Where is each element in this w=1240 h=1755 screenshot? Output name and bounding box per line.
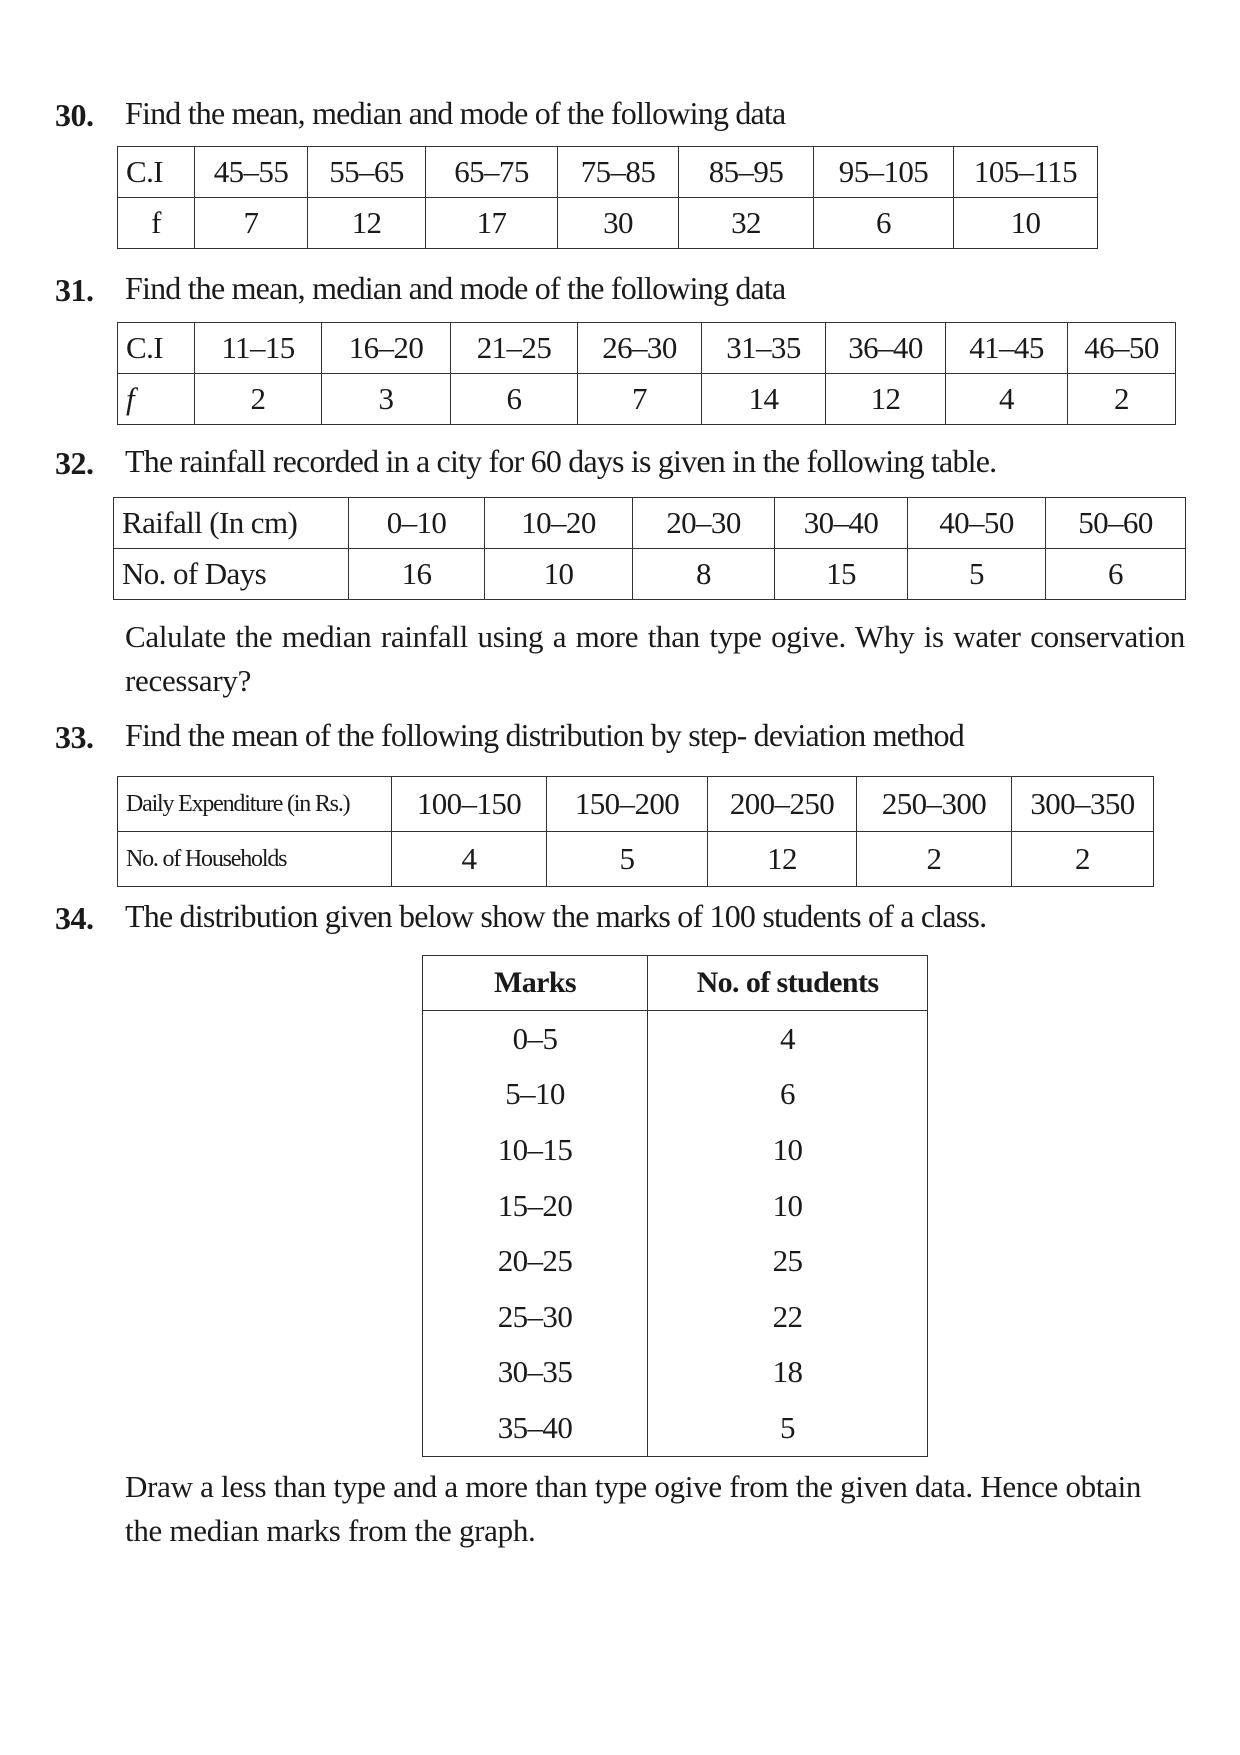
row-label: Daily Expenditure (in Rs.) xyxy=(118,777,392,832)
question-33-table xyxy=(117,776,1154,887)
question-34-table xyxy=(422,955,928,1457)
table-cell: 200–250 xyxy=(708,777,857,832)
table-cell: 40–50 xyxy=(908,498,1046,549)
question-32-number: 32. xyxy=(55,445,94,481)
table-cell: 30 xyxy=(558,198,679,249)
table-cell: 6 xyxy=(451,374,578,425)
table-row xyxy=(118,147,1098,198)
table-cell: 12 xyxy=(308,198,426,249)
table-row xyxy=(423,1233,928,1289)
table-cell: 8 xyxy=(633,549,775,600)
table-cell: 10–15 xyxy=(423,1122,648,1178)
table-cell: 36–40 xyxy=(826,323,946,374)
table-cell: 41–45 xyxy=(946,323,1068,374)
column-header: No. of students xyxy=(648,956,928,1011)
question-32-text: The rainfall recorded in a city for 60 days is given in the following table. xyxy=(125,443,997,479)
table-cell: 75–85 xyxy=(558,147,679,198)
question-31-table xyxy=(117,322,1176,425)
table-cell: 25–30 xyxy=(423,1289,648,1345)
question-34-followup: Draw a less than type and a more than type ogive from the given data. Hence obtain the median marks from the graph. xyxy=(125,1469,1142,1548)
question-30-text: Find the mean, median and mode of the following data xyxy=(125,95,786,131)
table-row xyxy=(118,323,1176,374)
table-cell: 55–65 xyxy=(308,147,426,198)
row-label: Raifall (In cm) xyxy=(114,498,349,549)
table-row xyxy=(423,1345,928,1401)
table-cell: 0–10 xyxy=(349,498,485,549)
table-cell: 2 xyxy=(857,832,1012,887)
table-cell: 85–95 xyxy=(679,147,814,198)
table-cell: 10 xyxy=(485,549,633,600)
table-cell: 5–10 xyxy=(423,1067,648,1123)
table-cell: 35–40 xyxy=(423,1400,648,1456)
table-cell: 0–5 xyxy=(423,1011,648,1067)
row-label: No. of Days xyxy=(114,549,349,600)
question-34-number: 34. xyxy=(55,900,94,936)
table-cell: 26–30 xyxy=(578,323,702,374)
table-cell: 2 xyxy=(195,374,322,425)
row-label: C.I xyxy=(118,323,195,374)
table-cell: 31–35 xyxy=(702,323,826,374)
table-cell: 10 xyxy=(648,1122,928,1178)
question-30-table xyxy=(117,146,1098,249)
table-row xyxy=(114,549,1186,600)
table-cell: 7 xyxy=(195,198,308,249)
table-cell: 95–105 xyxy=(814,147,954,198)
table-cell: 6 xyxy=(814,198,954,249)
table-cell: 50–60 xyxy=(1046,498,1186,549)
table-cell: 14 xyxy=(702,374,826,425)
table-cell: 5 xyxy=(648,1400,928,1456)
table-row xyxy=(423,1122,928,1178)
table-row xyxy=(118,374,1176,425)
table-cell: 5 xyxy=(908,549,1046,600)
question-33-text: Find the mean of the following distribution by step- deviation method xyxy=(125,717,964,753)
table-cell: 65–75 xyxy=(426,147,558,198)
table-cell: 30–40 xyxy=(775,498,908,549)
table-cell: 21–25 xyxy=(451,323,578,374)
table-cell: 20–30 xyxy=(633,498,775,549)
table-header-row xyxy=(423,956,928,1011)
table-row xyxy=(114,498,1186,549)
row-label: C.I xyxy=(118,147,195,198)
table-cell: 17 xyxy=(426,198,558,249)
table-cell: 16 xyxy=(349,549,485,600)
table-cell: 5 xyxy=(547,832,708,887)
table-row xyxy=(423,1400,928,1456)
table-cell: 22 xyxy=(648,1289,928,1345)
table-cell: 11–15 xyxy=(195,323,322,374)
row-label: f xyxy=(118,198,195,249)
table-cell: 15 xyxy=(775,549,908,600)
table-row xyxy=(423,1178,928,1234)
table-row xyxy=(118,198,1098,249)
table-cell: 4 xyxy=(946,374,1068,425)
table-cell: 10–20 xyxy=(485,498,633,549)
table-cell: 18 xyxy=(648,1345,928,1401)
question-31-number: 31. xyxy=(55,272,94,308)
table-cell: 105–115 xyxy=(954,147,1098,198)
table-cell: 6 xyxy=(1046,549,1186,600)
question-34-text: The distribution given below show the marks of 100 students of a class. xyxy=(125,898,987,934)
table-cell: 10 xyxy=(954,198,1098,249)
table-cell: 32 xyxy=(679,198,814,249)
table-cell: 20–25 xyxy=(423,1233,648,1289)
table-cell: 3 xyxy=(322,374,451,425)
table-cell: 12 xyxy=(708,832,857,887)
table-cell: 7 xyxy=(578,374,702,425)
column-header: Marks xyxy=(423,956,648,1011)
table-cell: 12 xyxy=(826,374,946,425)
question-30-number: 30. xyxy=(55,97,94,133)
table-cell: 30–35 xyxy=(423,1345,648,1401)
row-label: No. of Households xyxy=(118,832,392,887)
table-cell: 45–55 xyxy=(195,147,308,198)
table-cell: 4 xyxy=(648,1011,928,1067)
question-32-table xyxy=(113,497,1186,600)
table-row xyxy=(118,832,1154,887)
question-31-text: Find the mean, median and mode of the following data xyxy=(125,270,786,306)
table-row xyxy=(118,777,1154,832)
table-cell: 6 xyxy=(648,1067,928,1123)
table-row xyxy=(423,1011,928,1067)
table-cell: 150–200 xyxy=(547,777,708,832)
table-cell: 16–20 xyxy=(322,323,451,374)
table-row xyxy=(423,1289,928,1345)
table-cell: 15–20 xyxy=(423,1178,648,1234)
table-cell: 25 xyxy=(648,1233,928,1289)
table-cell: 2 xyxy=(1012,832,1154,887)
table-cell: 46–50 xyxy=(1068,323,1176,374)
table-cell: 2 xyxy=(1068,374,1176,425)
table-cell: 100–150 xyxy=(392,777,547,832)
table-cell: 10 xyxy=(648,1178,928,1234)
row-label: f xyxy=(118,374,195,425)
question-32-followup: Calulate the median rainfall using a more than type ogive. Why is water conservation recessary? xyxy=(125,619,1185,698)
table-cell: 4 xyxy=(392,832,547,887)
question-33-number: 33. xyxy=(55,719,94,755)
table-cell: 300–350 xyxy=(1012,777,1154,832)
table-cell: 250–300 xyxy=(857,777,1012,832)
table-row xyxy=(423,1067,928,1123)
